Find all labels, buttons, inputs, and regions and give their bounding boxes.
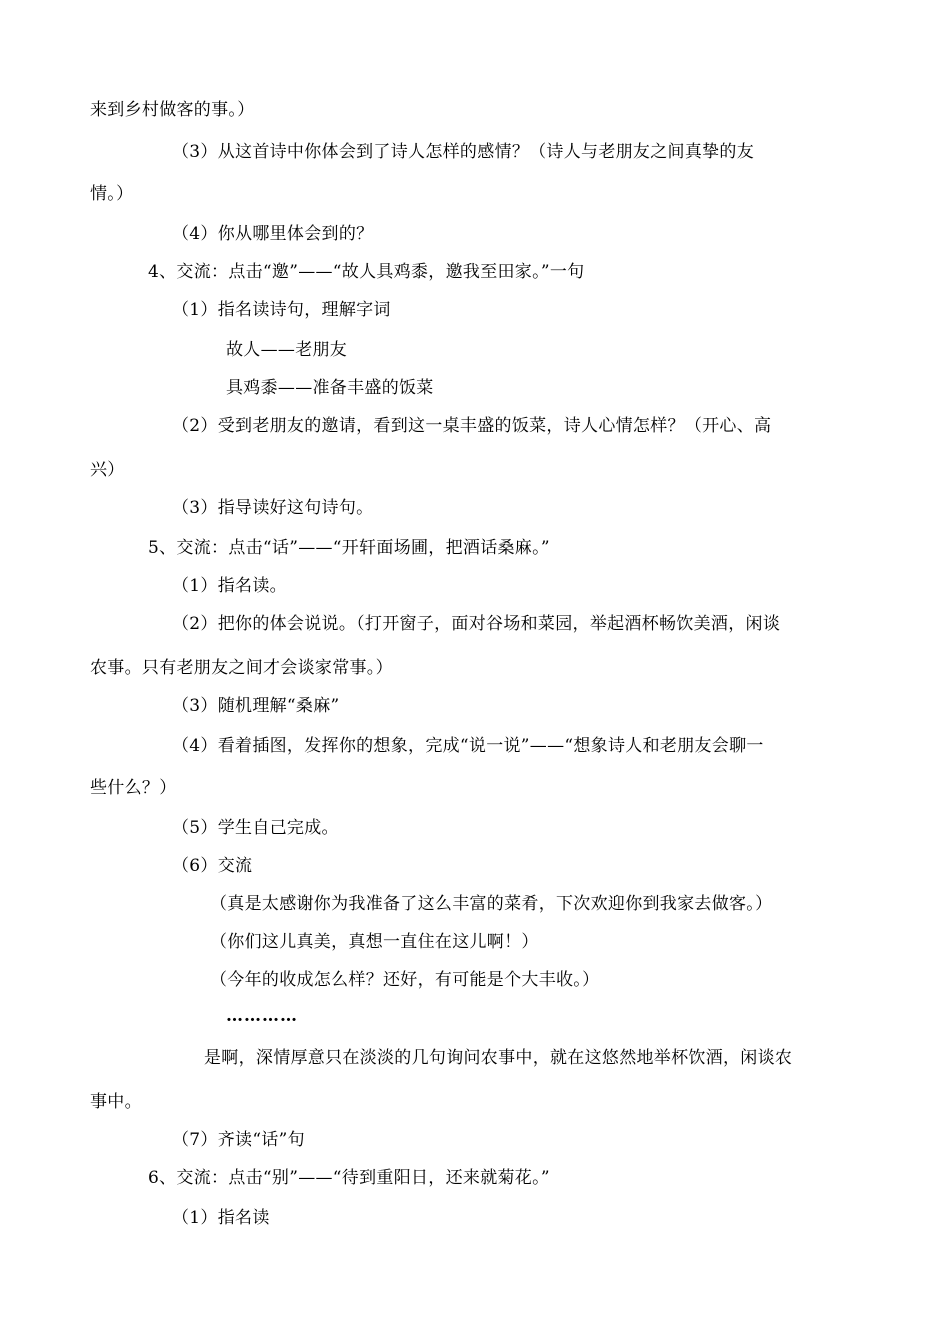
text-line: （1）指名读 bbox=[172, 1208, 270, 1228]
text-line: 农事。只有老朋友之间才会谈家常事。） bbox=[90, 658, 393, 678]
text-line: （7）齐读“话”句 bbox=[172, 1130, 305, 1150]
text-line: （1）指名读。 bbox=[172, 576, 287, 596]
text-line: （3）指导读好这句诗句。 bbox=[172, 498, 374, 518]
text-line: 兴） bbox=[90, 460, 125, 480]
text-line: （4）你从哪里体会到的？ bbox=[172, 224, 374, 244]
section-heading: 4、交流：点击“邀”——“故人具鸡黍，邀我至田家。”一句 bbox=[148, 262, 585, 282]
text-line: （3）从这首诗中你体会到了诗人怎样的感情？（诗人与老朋友之间真挚的友 bbox=[172, 142, 755, 162]
text-line: （2）把你的体会说说。（打开窗子，面对谷场和菜园，举起酒杯畅饮美酒，闲谈 bbox=[172, 614, 781, 634]
section-heading: 6、交流：点击“别”——“待到重阳日，还来就菊花。” bbox=[148, 1168, 550, 1188]
text-line: 些什么？） bbox=[90, 778, 177, 798]
text-line: （6）交流 bbox=[172, 856, 253, 876]
text-line: 来到乡村做客的事。） bbox=[90, 100, 255, 120]
text-line: （4）看着插图，发挥你的想象，完成“说一说”——“想象诗人和老朋友会聊一 bbox=[172, 736, 764, 756]
text-line: 情。） bbox=[90, 184, 134, 204]
text-line: 事中。 bbox=[90, 1092, 142, 1112]
vocab-line: 具鸡黍——准备丰盛的饭菜 bbox=[226, 378, 434, 398]
text-line: （5）学生自己完成。 bbox=[172, 818, 339, 838]
dialogue-line: （今年的收成怎么样？还好，有可能是个大丰收。） bbox=[210, 970, 600, 990]
text-line: （1）指名读诗句，理解字词 bbox=[172, 300, 391, 320]
vocab-line: 故人——老朋友 bbox=[226, 340, 348, 360]
text-line: （2）受到老朋友的邀请，看到这一桌丰盛的饭菜，诗人心情怎样？（开心、高 bbox=[172, 416, 772, 436]
ellipsis: ………… bbox=[226, 1006, 298, 1026]
text-line: （3）随机理解“桑麻” bbox=[172, 696, 340, 716]
dialogue-line: （真是太感谢你为我准备了这么丰富的菜肴，下次欢迎你到我家去做客。） bbox=[210, 894, 773, 914]
dialogue-line: （你们这儿真美，真想一直住在这儿啊！） bbox=[210, 932, 539, 952]
section-heading: 5、交流：点击“话”——“开轩面场圃，把酒话桑麻。” bbox=[148, 538, 550, 558]
text-line: 是啊，深情厚意只在淡淡的几句询问农事中，就在这悠然地举杯饮酒，闲谈农 bbox=[204, 1048, 793, 1068]
